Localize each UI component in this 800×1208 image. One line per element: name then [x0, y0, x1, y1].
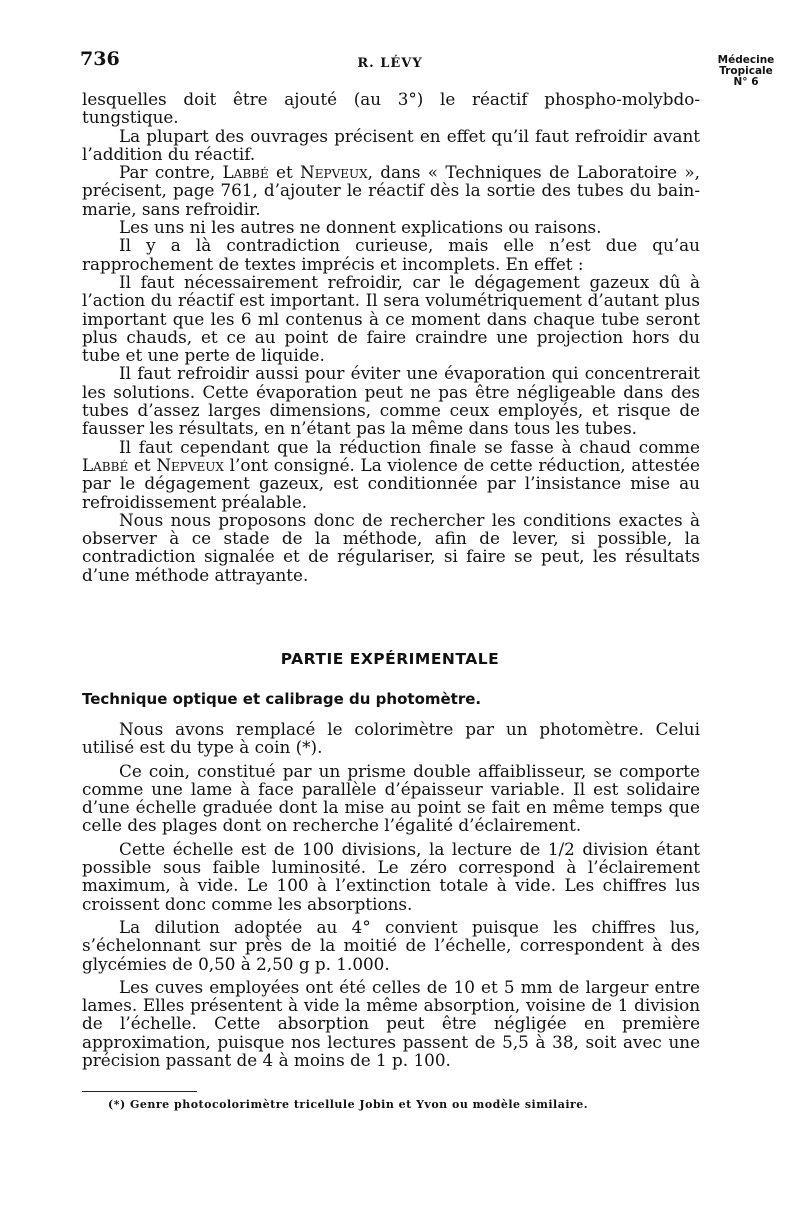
paragraph: lesquelles doit être ajouté (au 3°) le réactif phospho-molybdo-tungstique.	[82, 89, 700, 128]
author-name-nepveux: Nepveux	[300, 162, 368, 183]
text-span: Il faut cependant que la réduction finale se fasse à chaud comme	[119, 436, 700, 457]
page-number: 736	[80, 48, 120, 70]
section-heading: PARTIE EXPÉRIMENTALE	[280, 650, 500, 668]
journal-line-3: N° 6	[733, 76, 759, 88]
paragraph: La plupart des ouvrages précisent en effet qu’il faut refroidir avant l’addition du réactif.	[82, 125, 700, 164]
author-name-labbe: Labbé	[222, 162, 269, 183]
paragraph: Il faut refroidir aussi pour éviter une évaporation qui concentrerait les solutions. Cette évaporation peut ne pas être négligeable dans des tubes d’assez larges dimensions, comme ceux employés, et risque de fausser les résultats, en n’étant pas la même dans tous les tubes.	[82, 363, 700, 439]
journal-label	[706, 55, 786, 88]
paragraph: Ce coin, constitué par un prisme double affaiblisseur, se comporte comme une lame à face parallèle d’épaisseur variable. Il est solidaire d’une échelle graduée dont la mise au point se fait en même temps que celle des plages dont on recherche l’égalité d’éclairement.	[82, 760, 700, 836]
paragraph: La dilution adoptée au 4° convient puisque les chiffres lus, s’échelonnant sur près de la moitié de l’échelle, correspondent à des glycémies de 0,50 à 2,50 g p. 1.000.	[82, 916, 700, 974]
text-span: Par contre,	[119, 162, 223, 183]
running-head-author: R. LÉVY	[357, 56, 423, 71]
paragraph: Il y a là contradiction curieuse, mais elle n’est due qu’au rapprochement de textes imprécis et incomplets. En effet :	[82, 235, 700, 274]
paragraph: Les uns ni les autres ne donnent explications ou raisons.	[119, 217, 602, 238]
paragraph: Les cuves employées ont été celles de 10 et 5 mm de largeur entre lames. Elles présentent à vide la même absorption, voisine de 1 division de l’échelle. Cette absorption peut être négligée en première approximation, puisque nos lectures passent de 5,5 à 38, soit avec une précision passant de 4 à moins de 1 p. 100.	[82, 976, 700, 1071]
journal-line-2: Tropicale	[719, 65, 773, 77]
body-text-top	[82, 90, 700, 584]
author-name-labbe: Labbé	[82, 454, 129, 475]
paragraph: Cette échelle est de 100 divisions, la lecture de 1/2 division étant possible sous faible luminosité. Le zéro correspond à l’éclairement maximum, à vide. Le 100 à l’extinction totale à vide. Les chiffres lus croissent donc comme les absorptions.	[82, 838, 700, 914]
author-name-nepveux: Nepveux	[156, 454, 224, 475]
paragraph: Nous avons remplacé le colorimètre par un photomètre. Celui utilisé est du type à coin (*).	[82, 719, 700, 758]
footnote-rule	[82, 1091, 197, 1092]
text-span: l’ont consigné. La violence de cette réduction, attestée par le dégagement gazeux, est conditionnée par l’insistance mise au refroidissement préalable.	[82, 454, 700, 512]
text-span: et	[128, 454, 157, 475]
journal-line-1: Médecine	[717, 54, 775, 66]
text-span: , dans « Techniques de Laboratoire », précisent, page 761, d’ajouter le réactif dès la sortie des tubes du bain-marie, sans refroidir.	[82, 162, 701, 219]
paragraph	[82, 163, 700, 218]
body-text-bottom	[82, 720, 700, 1074]
footnote: (*) Genre photocolorimètre tricellule Jobin et Yvon ou modèle similaire.	[108, 1098, 589, 1111]
paragraph: Nous nous proposons donc de rechercher les conditions exactes à observer à ce stade de la méthode, afin de lever, si possible, la contradiction signalée et de régulariser, si faire se peut, les résultats d’une méthode attrayante.	[82, 509, 700, 585]
subsection-heading: Technique optique et calibrage du photomètre.	[82, 690, 482, 708]
text-span: et	[268, 162, 301, 183]
paragraph: Il faut nécessairement refroidir, car le dégagement gazeux dû à l’action du réactif est important. Il sera volumétriquement d’autant plus important que les 6 ml contenus à ce moment dans chaque tube seront plus chauds, et ce au point de faire craindre une projection hors du tube et une perte de liquide.	[82, 271, 700, 366]
paragraph	[82, 438, 700, 511]
